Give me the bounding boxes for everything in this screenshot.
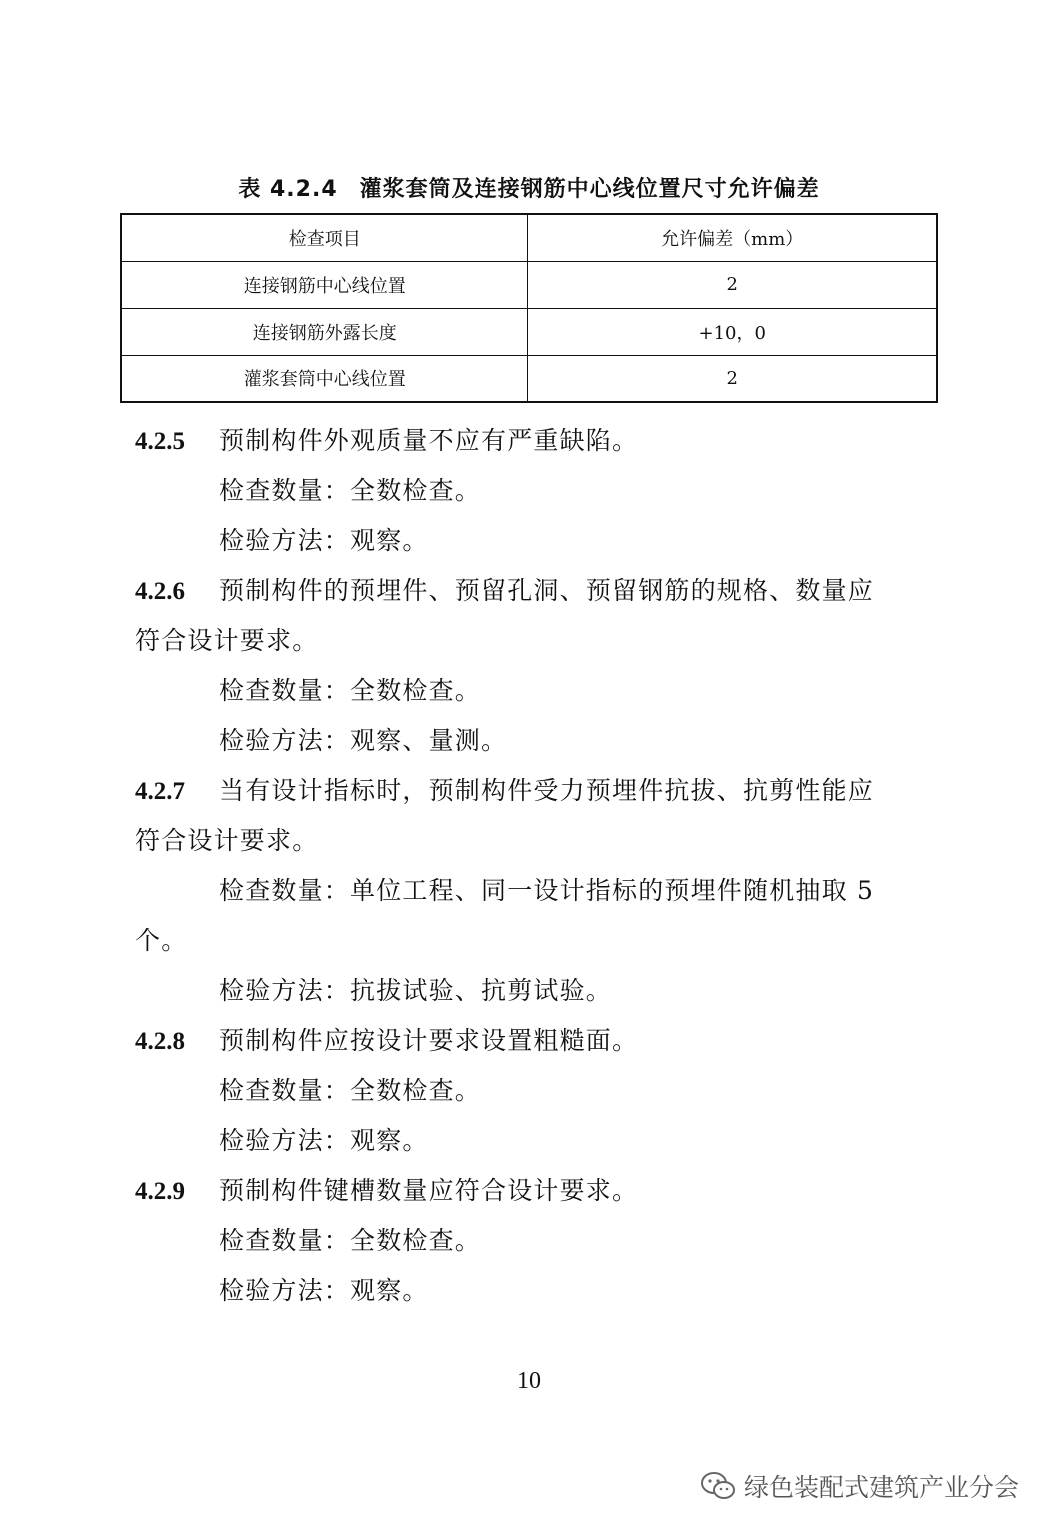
table-cell: +10，0 xyxy=(528,308,937,355)
table-header-cell: 检查项目 xyxy=(121,214,528,261)
clause-text: 预制构件应按设计要求设置粗糙面。 xyxy=(219,1026,639,1055)
page-number: 10 xyxy=(517,1368,541,1394)
clause-text: 预制构件键槽数量应符合设计要求。 xyxy=(219,1176,639,1205)
clause-text: 当有设计指标时，预制构件受力预埋件抗拔、抗剪性能应 xyxy=(219,776,875,805)
wechat-icon xyxy=(700,1471,736,1501)
watermark xyxy=(700,1466,1019,1506)
table-cell: 2 xyxy=(528,261,937,308)
clause-4-2-7 xyxy=(135,766,935,817)
check-method: 检验方法：观察、量测。 xyxy=(219,726,508,755)
clause-text-continued: 符合设计要求。 xyxy=(135,626,319,655)
table-cell: 连接钢筋外露长度 xyxy=(121,308,528,355)
table-title xyxy=(0,172,1058,203)
clause-4-2-5 xyxy=(135,416,935,467)
clause-text: 预制构件外观质量不应有严重缺陷。 xyxy=(219,426,639,455)
clause-4-2-6 xyxy=(135,566,935,617)
table-header-cell: 允许偏差（mm） xyxy=(528,214,937,261)
table-title-text: 灌浆套筒及连接钢筋中心线位置尺寸允许偏差 xyxy=(359,177,820,202)
clause-number: 4.2.6 xyxy=(135,578,185,605)
table-cell: 灌浆套筒中心线位置 xyxy=(121,355,528,402)
clause-number: 4.2.5 xyxy=(135,428,185,455)
table-cell: 连接钢筋中心线位置 xyxy=(121,261,528,308)
clause-number: 4.2.7 xyxy=(135,778,185,805)
clause-number: 4.2.8 xyxy=(135,1028,185,1055)
clause-4-2-9 xyxy=(135,1166,935,1217)
check-quantity: 检查数量：全数检查。 xyxy=(219,676,482,705)
tolerance-table xyxy=(120,213,938,403)
table-row xyxy=(121,355,937,402)
table-row xyxy=(121,308,937,355)
clause-4-2-8 xyxy=(135,1016,935,1067)
table-row xyxy=(121,261,937,308)
check-method: 检验方法：抗拔试验、抗剪试验。 xyxy=(219,976,613,1005)
check-quantity: 检查数量：全数检查。 xyxy=(219,476,482,505)
watermark-text: 绿色装配式建筑产业分会 xyxy=(744,1473,1020,1502)
check-method: 检验方法：观察。 xyxy=(219,1126,429,1155)
clause-text: 预制构件的预埋件、预留孔洞、预留钢筋的规格、数量应 xyxy=(219,576,875,605)
table-cell: 2 xyxy=(528,355,937,402)
check-quantity: 检查数量：全数检查。 xyxy=(219,1226,482,1255)
table-number: 表 4.2.4 xyxy=(238,177,338,202)
check-quantity: 检查数量：单位工程、同一设计指标的预埋件随机抽取 5 xyxy=(219,876,875,905)
clause-text-continued: 符合设计要求。 xyxy=(135,826,319,855)
table-header-row xyxy=(121,214,937,261)
check-quantity-continued: 个。 xyxy=(135,926,188,955)
check-method: 检验方法：观察。 xyxy=(219,1276,429,1305)
clause-number: 4.2.9 xyxy=(135,1178,185,1205)
check-quantity: 检查数量：全数检查。 xyxy=(219,1076,482,1105)
check-method: 检验方法：观察。 xyxy=(219,526,429,555)
